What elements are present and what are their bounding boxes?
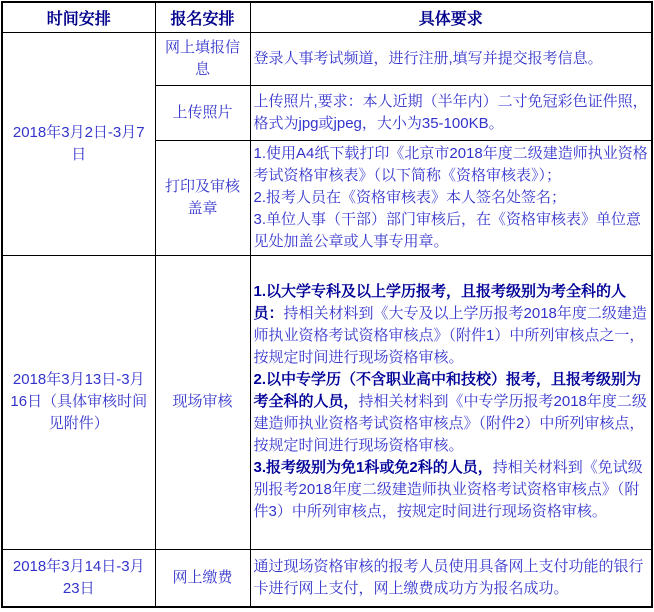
table-row bbox=[2, 549, 652, 607]
header-step: 报名安排 bbox=[155, 2, 250, 32]
requirements-cell bbox=[250, 255, 652, 549]
text-segment-bold: 3.报考级别为免1科或免2科的人员， bbox=[253, 459, 493, 476]
text-segment: 持相关材料到《免试级别报考2018年度二级建造师执业资格考试资格审核点》（附件3）中所列审核点，按规定时间进行现场资格审核。 bbox=[253, 459, 643, 520]
table-row bbox=[2, 255, 652, 549]
requirement-paragraph bbox=[254, 369, 649, 457]
time-cell: 2018年3月14日-3月23日 bbox=[2, 549, 155, 607]
time-cell: 2018年3月13日-3月16日（具体审核时间见附件） bbox=[2, 255, 155, 549]
requirement-paragraph bbox=[254, 457, 649, 523]
requirements-cell bbox=[250, 85, 652, 140]
requirement-paragraph bbox=[254, 187, 649, 209]
requirement-paragraph bbox=[254, 48, 649, 70]
table-row bbox=[2, 32, 652, 85]
requirement-paragraph bbox=[254, 281, 649, 369]
text-segment: 登录人事考试频道，进行注册,填写并提交报考信息。 bbox=[253, 49, 603, 67]
requirements-cell bbox=[250, 32, 652, 85]
header-row bbox=[2, 2, 652, 32]
registration-schedule-table bbox=[1, 1, 653, 608]
text-segment-bold: 1.以大学专科及以上学历报考，且报考级别为考全科的人员： bbox=[253, 283, 627, 322]
text-segment: 上传照片,要求：本人近期（半年内）二寸免冠彩色证件照，格式为jpg或jpeg，大小为35-100KB。 bbox=[253, 92, 648, 132]
text-segment: 1.使用A4纸下载打印《北京市2018年度二级建造师执业资格考试资格审核表》（以下简称《资格审核表》）； bbox=[253, 144, 648, 184]
step-cell: 网上缴费 bbox=[155, 549, 250, 607]
text-segment: 2.报考人员在《资格审核表》本人签名处签名； bbox=[253, 188, 567, 206]
step-cell: 网上填报信息 bbox=[155, 32, 250, 85]
text-segment-bold: 2.以中专学历（不含职业高中和技校）报考，且报考级别为考全科的人员， bbox=[253, 371, 642, 410]
header-time: 时间安排 bbox=[2, 2, 155, 32]
text-segment: 持相关材料到《中专学历报考2018年度二级建造师执业资格考试资格审核点》（附件2）中所列审核点，按规定时间进行现场资格审核。 bbox=[253, 393, 647, 454]
step-cell: 现场审核 bbox=[155, 255, 250, 549]
header-requirements: 具体要求 bbox=[250, 2, 652, 32]
step-cell: 打印及审核盖章 bbox=[155, 140, 250, 255]
text-segment: 3.单位人事（干部）部门审核后，在《资格审核表》单位意见处加盖公章或人事专用章。 bbox=[253, 210, 642, 250]
step-cell: 上传照片 bbox=[155, 85, 250, 140]
time-cell: 2018年3月2日-3月7日 bbox=[2, 32, 155, 255]
requirement-paragraph bbox=[254, 143, 649, 187]
text-segment: 通过现场资格审核的报考人员使用具备网上支付功能的银行卡进行网上支付，网上缴费成功方为报名成功。 bbox=[253, 557, 644, 597]
requirements-cell bbox=[250, 140, 652, 255]
requirement-paragraph bbox=[254, 556, 649, 600]
requirement-paragraph bbox=[254, 209, 649, 253]
requirement-paragraph bbox=[254, 91, 649, 135]
requirements-cell bbox=[250, 549, 652, 607]
text-segment: 持相关材料到《大专及以上学历报考2018年度二级建造师执业资格考试资格审核点》（附件1）中所列审核点之一，按规定时间进行现场资格审核。 bbox=[253, 305, 647, 366]
